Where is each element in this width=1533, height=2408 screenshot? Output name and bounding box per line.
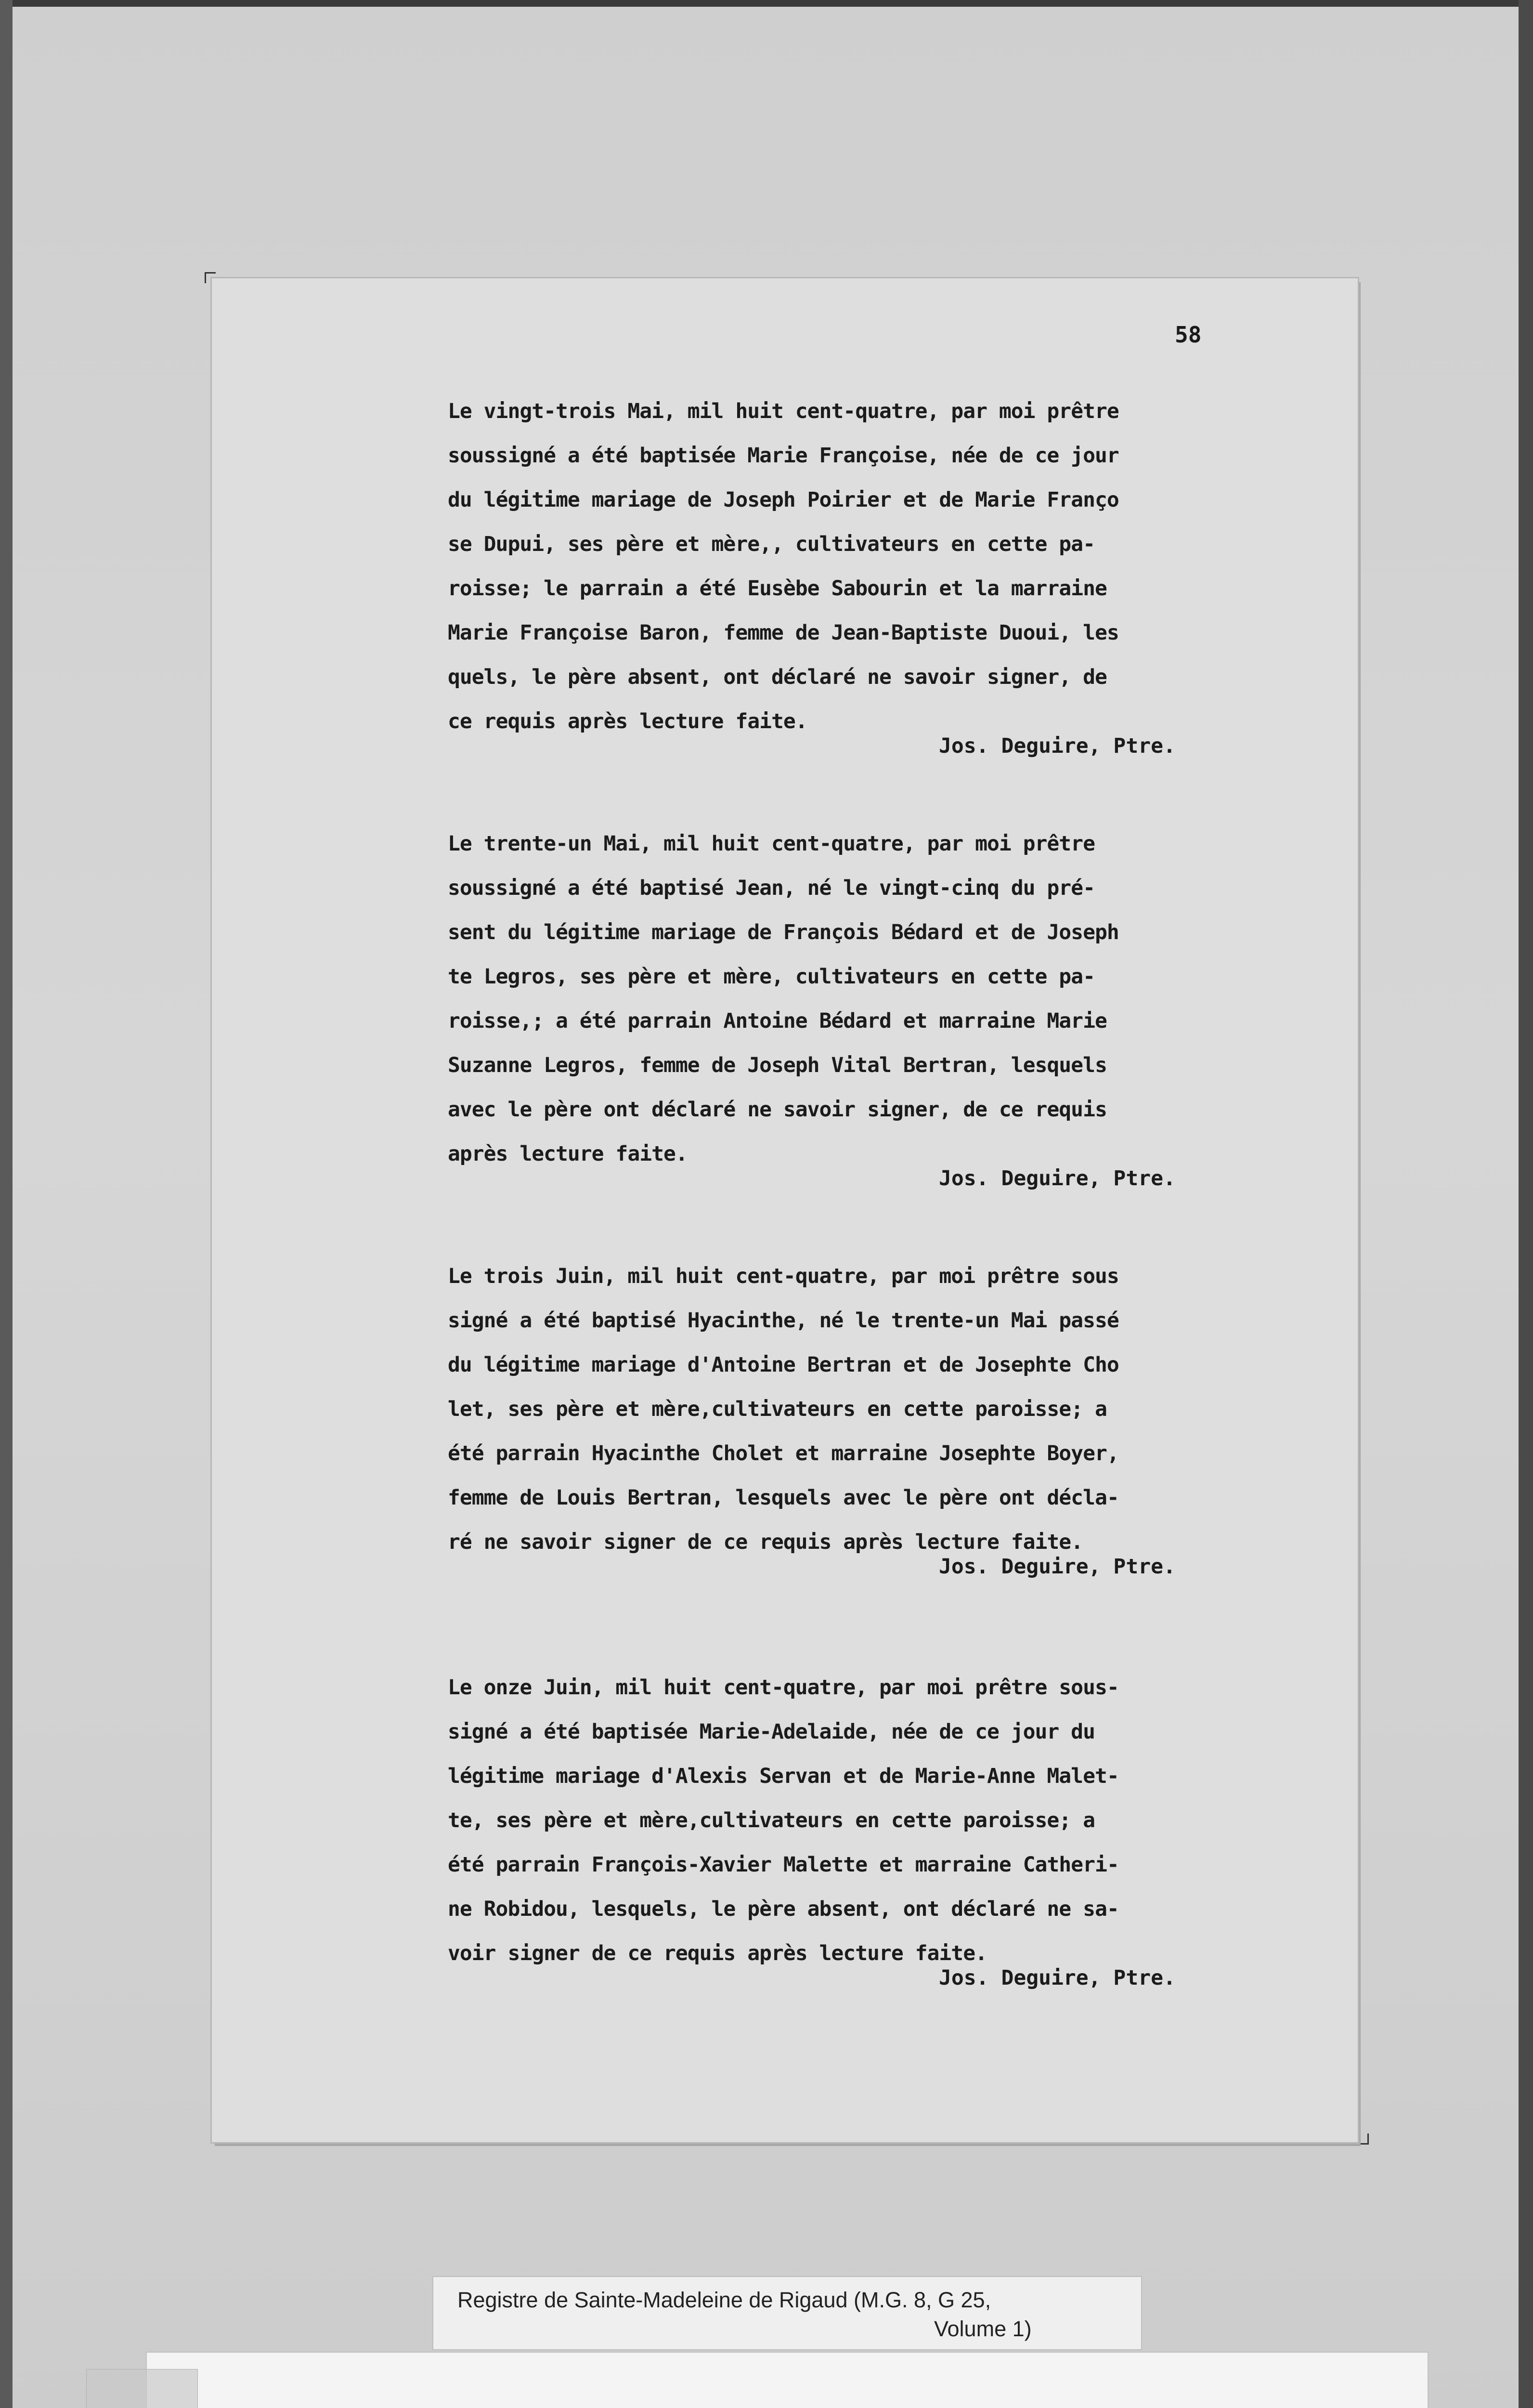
priest-signature: Jos. Deguire, Ptre.	[939, 1555, 1176, 1579]
film-edge-right	[1519, 0, 1533, 2408]
entry-line: signé a été baptisé Hyacinthe, né le trente-un Mai passé	[448, 1309, 1119, 1333]
register-page	[212, 278, 1358, 2142]
entry-line: Le trois Juin, mil huit cent-quatre, par moi prêtre sous	[448, 1264, 1119, 1288]
page-corner-mark-bottom-right	[1358, 2133, 1369, 2145]
baptism-entry-2	[448, 822, 1286, 1195]
entry-line: avec le père ont déclaré ne savoir signer, de ce requis	[448, 1098, 1107, 1122]
entry-line: Le vingt-trois Mai, mil huit cent-quatre, par moi prêtre	[448, 399, 1119, 423]
entry-line: soussigné a été baptisé Jean, né le vingt-cinq du pré-	[448, 876, 1095, 900]
entry-line: femme de Louis Bertran, lesquels avec le père ont décla-	[448, 1486, 1119, 1510]
entry-line: ce requis après lecture faite.	[448, 709, 807, 733]
film-edge-left	[0, 0, 13, 2408]
entry-line: voir signer de ce requis après lecture faite.	[448, 1941, 987, 1965]
entry-line: après lecture faite.	[448, 1142, 688, 1166]
entry-line: Le onze Juin, mil huit cent-quatre, par moi prêtre sous-	[448, 1675, 1119, 1700]
baptism-entry-4	[448, 1665, 1286, 1995]
reference-label-line-2: Volume 1)	[934, 2316, 1032, 2341]
entry-line: sent du légitime mariage de François Bédard et de Joseph	[448, 920, 1119, 944]
entry-line: Le trente-un Mai, mil huit cent-quatre, par moi prêtre	[448, 832, 1095, 856]
baptism-entry-1	[448, 389, 1286, 763]
entry-line: du légitime mariage d'Antoine Bertran et de Josephte Cho	[448, 1353, 1119, 1377]
archives-card	[147, 2353, 1428, 2408]
entry-line: te, ses père et mère,cultivateurs en cette paroisse; a	[448, 1808, 1095, 1832]
entry-line: quels, le père absent, ont déclaré ne savoir signer, de	[448, 665, 1107, 689]
priest-signature: Jos. Deguire, Ptre.	[939, 1966, 1176, 1990]
entry-line: roisse; le parrain a été Eusèbe Sabourin et la marraine	[448, 576, 1107, 601]
entry-line: été parrain Hyacinthe Cholet et marraine Josephte Boyer,	[448, 1441, 1119, 1466]
entry-line: ré ne savoir signer de ce requis après lecture faite.	[448, 1530, 1083, 1554]
entry-line: te Legros, ses père et mère, cultivateurs en cette pa-	[448, 965, 1095, 989]
entry-line: été parrain François-Xavier Malette et marraine Catheri-	[448, 1853, 1119, 1877]
entry-line: Suzanne Legros, femme de Joseph Vital Bertran, lesquels	[448, 1053, 1107, 1077]
priest-signature: Jos. Deguire, Ptre.	[939, 734, 1176, 758]
priest-signature: Jos. Deguire, Ptre.	[939, 1166, 1176, 1191]
entry-line: légitime mariage d'Alexis Servan et de Marie-Anne Malet-	[448, 1764, 1119, 1788]
film-edge-top	[0, 0, 1533, 7]
entry-line: ne Robidou, lesquels, le père absent, ont déclaré ne sa-	[448, 1897, 1119, 1921]
entry-line: Marie Françoise Baron, femme de Jean-Baptiste Duoui, les	[448, 621, 1119, 645]
entry-line: roisse,; a été parrain Antoine Bédard et marraine Marie	[448, 1009, 1107, 1033]
entry-line: du légitime mariage de Joseph Poirier et de Marie Franço	[448, 488, 1119, 512]
entry-line: se Dupui, ses père et mère,, cultivateurs en cette pa-	[448, 532, 1095, 556]
tape-strip-left	[87, 2369, 197, 2408]
baptism-entry-3	[448, 1254, 1286, 1584]
reference-label-line-1: Registre de Sainte-Madeleine de Rigaud (M.G. 8, G 25,	[457, 2288, 991, 2312]
reference-label	[433, 2277, 1141, 2349]
entry-line: soussigné a été baptisée Marie Françoise, née de ce jour	[448, 444, 1119, 468]
page-number: 58	[1175, 322, 1202, 348]
entry-line: signé a été baptisée Marie-Adelaide, née de ce jour du	[448, 1720, 1095, 1744]
entry-line: let, ses père et mère,cultivateurs en cette paroisse; a	[448, 1397, 1107, 1421]
